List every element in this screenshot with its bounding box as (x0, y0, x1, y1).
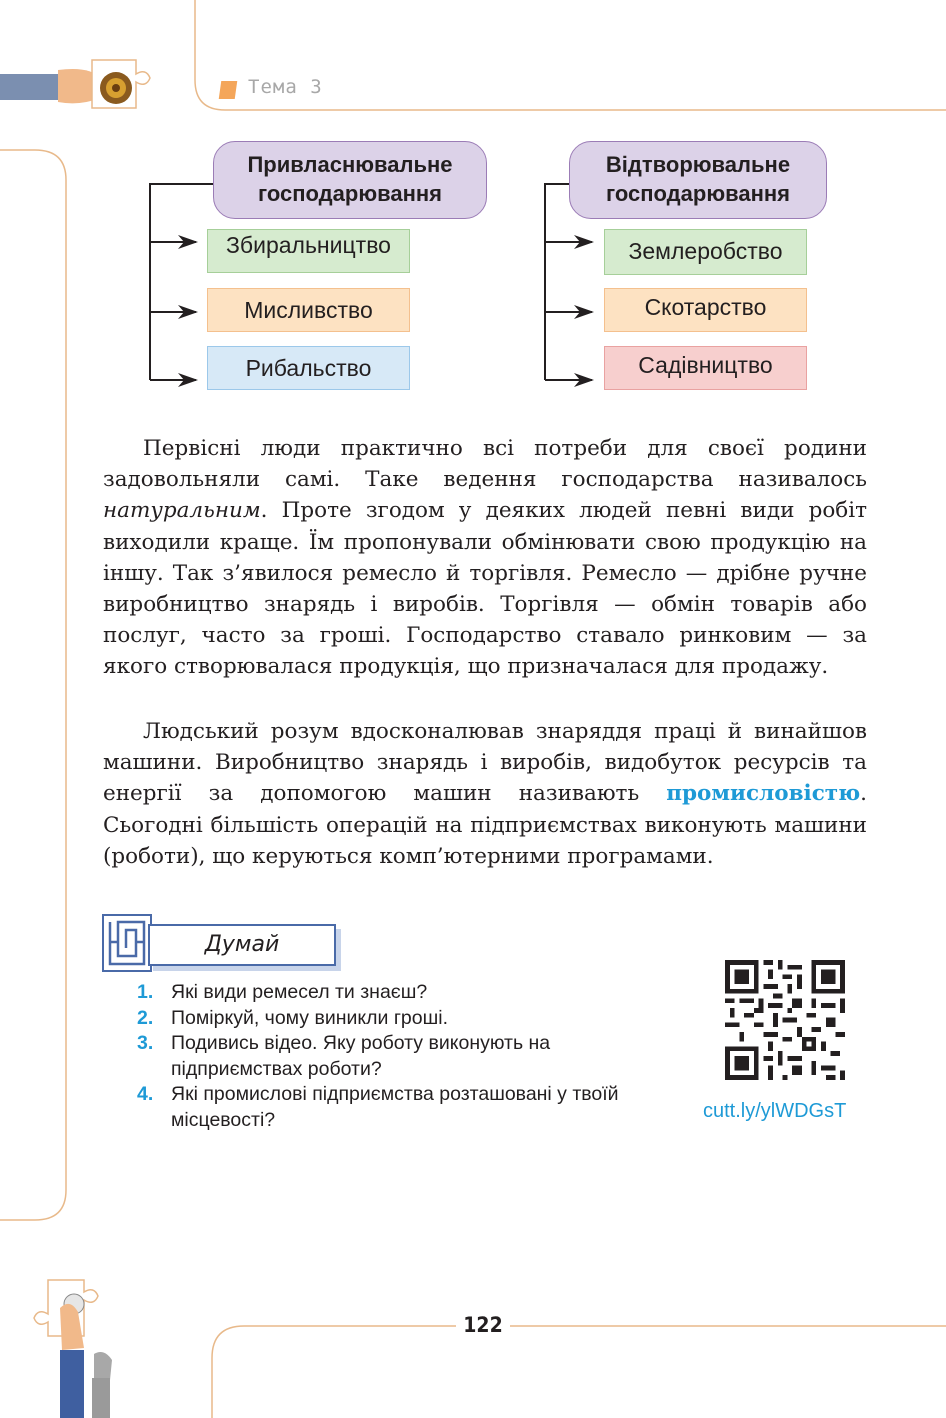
fishing-box: Рибальство (207, 346, 410, 390)
page-number: 122 (456, 1313, 510, 1337)
questions-list (137, 980, 657, 1133)
reproducing-economy-title: Відтворювальне господарювання (569, 141, 827, 219)
hands-puzzle-illustration (30, 1268, 130, 1418)
think-label: Думай (148, 924, 336, 966)
list-item: 2. Поміркуй, чому виникли гроші. (137, 1006, 449, 1029)
paragraph-economy-types: Первісні люди практично всі потреби для своєї родини задовольняли самі. Таке ведення господарства називалось натуральним. Проте згодом у деяких людей певні види робіт виходили краще. Їм пропонували обмінювати свою продукцію на іншу. Так з’явилося ремесло й торгівля. Ремесло — дрібне ручне виробництво знарядь і виробів. Торгівля — обмін товарів або послуг, часто за гроші. Господарство ставало ринковим — за якого створювалася продукція, що призначалася для продажу. (103, 436, 867, 680)
list-item: 3. Подивись відео. Яку роботу виконують на підприємствах роботи? (137, 1032, 551, 1080)
farming-box: Землеробство (604, 229, 807, 275)
list-item: 1. Які види ремесел ти знаєш? (137, 981, 428, 1003)
gathering-box: Збиральництво (207, 229, 410, 273)
list-item: 4. Які промислові підприємства розташовані у твоїй місцевості? (137, 1083, 619, 1131)
video-link[interactable]: cutt.ly/ylWDGsT (703, 1100, 847, 1122)
cattle-breeding-box: Скотарство (604, 288, 807, 332)
topic-label: Тема 3 (248, 76, 323, 98)
maze-icon (102, 914, 154, 974)
term-industry: промисловістю (666, 781, 861, 807)
hunting-box: Мисливство (207, 288, 410, 332)
appropriating-economy-title: Привласнювальне господарювання (213, 141, 487, 219)
paragraph-industry: Людський розум вдосконалював знаряддя праці й винайшов машини. Виробництво знарядь і виробів, видобуток ресурсів та енергії за допомогою машин називають промисловістю. Сьогодні більшість операцій на підприємствах виконують машини (роботи), що керуються комп’ютерними програмами. (103, 719, 867, 869)
gardening-box: Садівництво (604, 346, 807, 390)
qr-code-icon[interactable] (724, 960, 846, 1080)
